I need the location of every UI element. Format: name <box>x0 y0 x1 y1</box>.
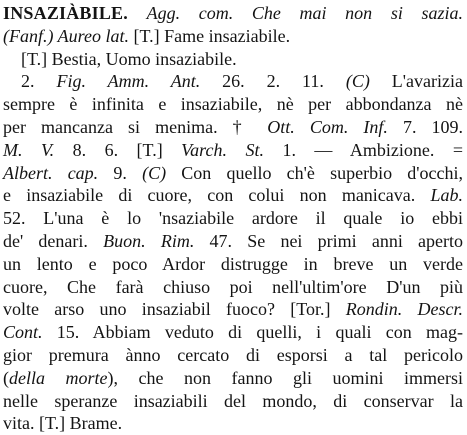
italic-text: Fig. Amm. Ant. <box>56 71 201 92</box>
italic-text: Cont. <box>3 322 43 343</box>
italic-text: della morte <box>9 367 108 388</box>
headword: INSAZIÀBILE. <box>3 3 128 23</box>
entry-line <box>3 390 463 413</box>
entry-text: [T.] Fame insaziabile. <box>128 25 291 46</box>
entry-text: nelle speranze insaziabili del mondo, di conservar la <box>3 390 463 411</box>
entry-text: cuore, Che farà chiuso poi nell'ultim'ore D'un più <box>3 276 463 297</box>
italic-text: (Fanf.) Aureo lat. <box>3 25 129 46</box>
entry-text: [T.] Bestia, Uomo insaziabile. <box>21 48 237 69</box>
italic-text: Agg. com. Che mai non si sazia. <box>146 3 464 23</box>
italic-text: Ott. Com. Inf. <box>267 116 388 137</box>
italic-text: (C) <box>142 162 167 183</box>
entry-text: sempre è infinita e insaziabile, nè per abbondanza nè <box>3 94 463 115</box>
entry-text: volte arso uno insaziabil fuoco? [Tor.] <box>3 299 346 320</box>
entry-text: de' denari. <box>3 230 104 251</box>
entry-line <box>3 184 463 207</box>
italic-text: Buon. Rim. <box>103 230 195 251</box>
entry-text: Con quello ch'è superbio d'occhi, <box>166 162 464 183</box>
italic-text: M. V. <box>3 139 55 160</box>
italic-text: (C) <box>345 71 370 92</box>
entry-text: 26. 2. 11. <box>200 71 346 92</box>
entry-text: 47. Se nei primi anni aperto <box>194 230 463 251</box>
entry-text: vita. [T.] Brame. <box>3 413 123 434</box>
entry-text: ( <box>3 367 9 388</box>
entry-line <box>3 298 463 321</box>
entry-text: per mancanza si menima. † <box>3 116 268 137</box>
italic-text: Lab. <box>430 185 463 206</box>
entry-line <box>3 230 463 253</box>
entry-line <box>3 116 463 139</box>
entry-text: ), che non fanno gli uomini immersi <box>107 367 463 388</box>
italic-text: Rondin. Descr. <box>345 299 464 320</box>
entry-line <box>3 321 463 344</box>
entry-text: e insaziabile di cuore, con colui non manicava. <box>3 185 431 206</box>
entry-text: 9. <box>98 162 143 183</box>
entry-text: 7. 109. <box>387 116 464 137</box>
entry-text: 52. L'una è lo 'nsaziabile ardore il quale io ebbi <box>3 208 463 229</box>
entry-line <box>3 162 463 185</box>
entry-line <box>3 139 463 162</box>
entry-text: un lento e poco Ardor distrugge in breve un verde <box>3 253 463 274</box>
entry-line <box>3 367 463 390</box>
entry-text <box>128 3 147 23</box>
entry-text: 2. <box>21 71 57 92</box>
entry-text: 8. 6. [T.] <box>54 139 182 160</box>
entry-line <box>3 25 463 48</box>
entry-line <box>3 344 463 367</box>
entry-text: 15. Abbiam veduto di quelli, i quali con mag- <box>42 322 463 343</box>
italic-text: Varch. St. <box>181 139 264 160</box>
entry-line <box>3 70 463 93</box>
entry-line <box>3 207 463 230</box>
entry-line <box>3 276 463 299</box>
entry-line <box>3 48 463 71</box>
entry-text: 1. — Ambizione. = <box>263 139 464 160</box>
entry-text: L'avarizia <box>369 71 463 92</box>
italic-text: Albert. cap. <box>3 162 99 183</box>
entry-line <box>3 93 463 116</box>
entry-text: gior premura ànno cercato di esporsi a tal pericolo <box>3 344 463 365</box>
entry-line <box>3 412 463 435</box>
entry-line <box>3 2 463 25</box>
entry-line <box>3 253 463 276</box>
